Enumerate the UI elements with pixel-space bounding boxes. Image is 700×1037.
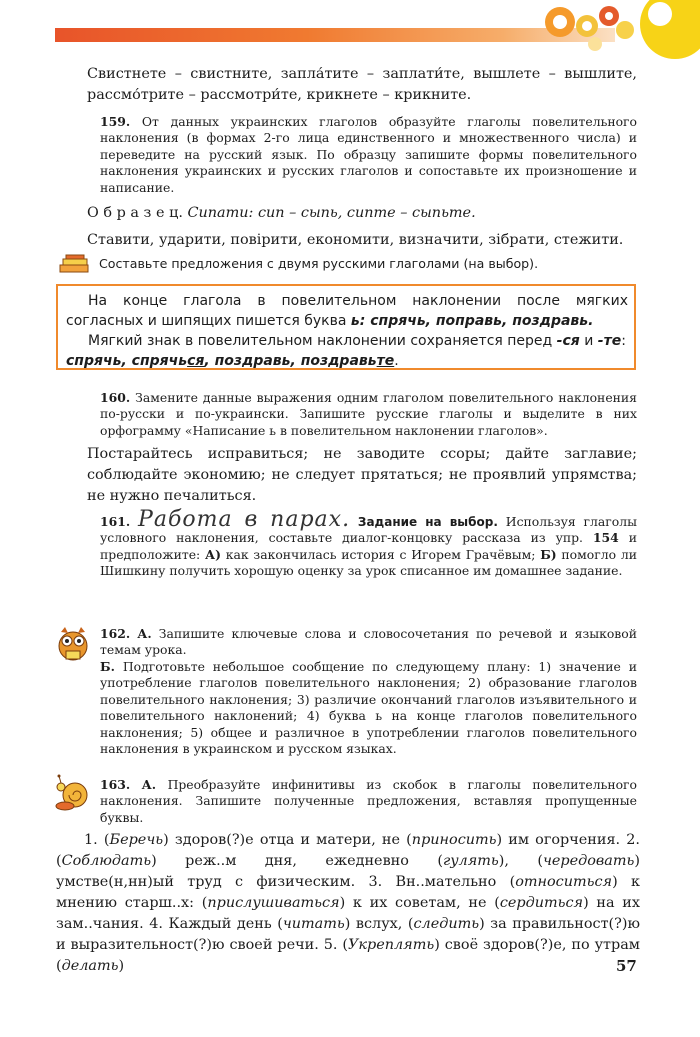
rule-and: и: [579, 333, 598, 349]
verbs-list: Ставити, ударити, повірити, економити, визначити, зібрати, стежити.: [87, 232, 624, 248]
exercise-number: 159.: [100, 114, 131, 129]
rule-examples-1: ь: спрячь, поправь, поздравь.: [350, 313, 594, 329]
rule-text-1a: На конце глагола в повелительном наклонении после мягких согласных и шипящих пишется буква: [66, 293, 628, 329]
infinitive-italic: Укреплять: [348, 937, 435, 953]
rule-text-1: [66, 291, 628, 331]
text-c: как закончилась история с Игорем Грачёвым;: [220, 546, 541, 562]
sentence-text: ) к их советам, не (: [339, 895, 500, 911]
infinitive-italic: приносить: [411, 832, 497, 848]
exercise-163: [100, 777, 637, 826]
exercise-160-body: Постарайтесь исправиться; не заводите ссоры; дайте заглавие; соблюдайте экономию; не следует прятаться; не проявлий упрямства; не нужно печалиться.: [87, 446, 637, 504]
exercise-160: [100, 390, 637, 439]
part-b-text: Подготовьте небольшое сообщение по следующему плану: 1) значение и употребление глаголов повелительного наклонения; 2) образование глаголов повелительного наклонения; 3) различие окончаний глаголов изъявительного и повелительного наклонений; 4) буква ь на конце глаголов повелительного наклонения; 5) общее и различное в употреблении глаголов повелительного наклонения в украинском и русском языках.: [100, 659, 637, 757]
sample-text: Сипати: сип – сыпь, сипте – сыпьте.: [187, 205, 476, 221]
exercise-161: [100, 507, 637, 580]
rule-ex-1: спрячь, спрячь: [66, 353, 188, 369]
sentence-text: ) им огорчения. 2. (: [56, 832, 640, 869]
sentence-text: ) на их зам..чания. 4. Каждый день (: [56, 895, 640, 932]
exercise-text: Замените данные выражения одним глаголом повелительного наклонения по-русски и по-украински. Запишите русские глаголы и выделите в них орфограмму «Написание ь в повелительном наклонении глаголов».: [100, 390, 637, 438]
exercise-162-b: [100, 659, 637, 757]
part-b-label: Б.: [100, 659, 115, 674]
owl-mascot-icon: [55, 624, 91, 662]
exercise-number: 163.: [100, 777, 131, 792]
rule-colon: :: [621, 333, 626, 349]
books-icon: [57, 254, 93, 274]
rule-ex-2: , поздравь, поздравь: [204, 353, 377, 369]
sentence-text: ) реж..м дня, ежедневно (: [151, 853, 443, 869]
sentence-text: 1. (: [84, 832, 110, 848]
rule-text-2: [66, 331, 628, 371]
part-a-label: А.: [137, 626, 152, 641]
snail-mascot-icon: [55, 773, 91, 813]
pair-work-handwritten: Работа в парах.: [138, 507, 351, 532]
infinitive-italic: относиться: [515, 874, 613, 890]
sentence-text: ) вслух, (: [344, 916, 414, 932]
option-a: А): [205, 546, 221, 562]
option-b: Б): [540, 546, 557, 562]
part-a-label: А.: [141, 777, 157, 792]
infinitive-italic: следить: [413, 916, 480, 932]
exercise-159: [100, 114, 637, 196]
exercise-number: 160.: [100, 390, 131, 405]
ref-number: 154: [592, 530, 619, 546]
task-choice: Задание на выбор.: [357, 515, 498, 529]
infinitive-italic: делать: [61, 958, 119, 974]
infinitive-italic: Соблюдать: [61, 853, 152, 869]
exercise-163-body: [56, 830, 640, 977]
decorative-circles: [530, 0, 700, 62]
sentence-text: ), (: [498, 853, 543, 869]
sentence-text: ) за правильност(?)ю и выразительност(?)ю своей речи. 5. (: [56, 916, 641, 953]
sentence-text: ) здоров(?)е отца и матери, не (: [163, 832, 412, 848]
rule-end: .: [394, 353, 399, 369]
infinitive-italic: прислушиваться: [207, 895, 340, 911]
sentence-text: ) к мнению старш..х: (: [56, 874, 640, 911]
rule-ex-2-underlined: те: [376, 353, 395, 369]
sentence-text: ): [118, 958, 125, 974]
text-a: Используя глаголы условного наклонения, составьте диалог-концовку рассказа из упр.: [100, 514, 637, 546]
rule-text-2a: Мягкий знак в повелительном наклонении сохраняется перед: [88, 333, 557, 349]
exercise-text: Преобразуйте инфинитивы из скобок в глаголы повелительного наклонения. Запишите полученные предложения, вставляя пропущенные буквы.: [100, 777, 637, 825]
infinitive-italic: сердиться: [499, 895, 584, 911]
sample-line: [87, 203, 637, 224]
part-a-text: Запишите ключевые слова и словосочетания по речевой и языковой темам урока.: [100, 626, 637, 658]
exercise-number: 161.: [100, 514, 131, 529]
sentence-text: ) умстве(н,нн)ый труд с физическим. 3. Вн..мательно (: [56, 853, 640, 890]
infinitive-italic: Беречь: [109, 832, 164, 848]
suffix-te: -те: [597, 333, 622, 349]
exercise-text: От данных украинских глаголов образуйте глаголы повелительного наклонения (в формах 2-го лица единственного и множественного числа) и переведите на русский язык. По образцу запишите формы повелительного наклонения украинских и русских глаголов и сопоставьте их произношение и написание.: [100, 114, 637, 195]
sentence-text: ) своё здоров(?)е, по утрам (: [56, 937, 640, 974]
infinitive-italic: гулять: [442, 853, 499, 869]
page-number: 57: [616, 957, 637, 975]
exercise-number: 162.: [100, 626, 131, 641]
text-b: и предположите:: [100, 530, 637, 562]
infinitive-italic: чередовать: [542, 853, 635, 869]
infinitive-italic: читать: [282, 916, 345, 932]
text-d: помогло ли Шишкину получить хорошую оценку за урок списанное им домашнее задание.: [100, 546, 637, 579]
intro-paragraph: Свистнете – свистните, запла́тите – заплати́те, вышлете – вышлите, рассмо́трите – рассмотри́те, крикнете – крикните.: [87, 66, 637, 103]
extra-task: Составьте предложения с двумя русскими глаголами (на выбор).: [99, 256, 539, 271]
rule-ex-1-underlined: ся: [187, 353, 205, 369]
suffix-sya: -ся: [556, 333, 580, 349]
exercise-162-a: [100, 626, 637, 659]
sample-label: О б р а з е ц.: [87, 205, 183, 221]
